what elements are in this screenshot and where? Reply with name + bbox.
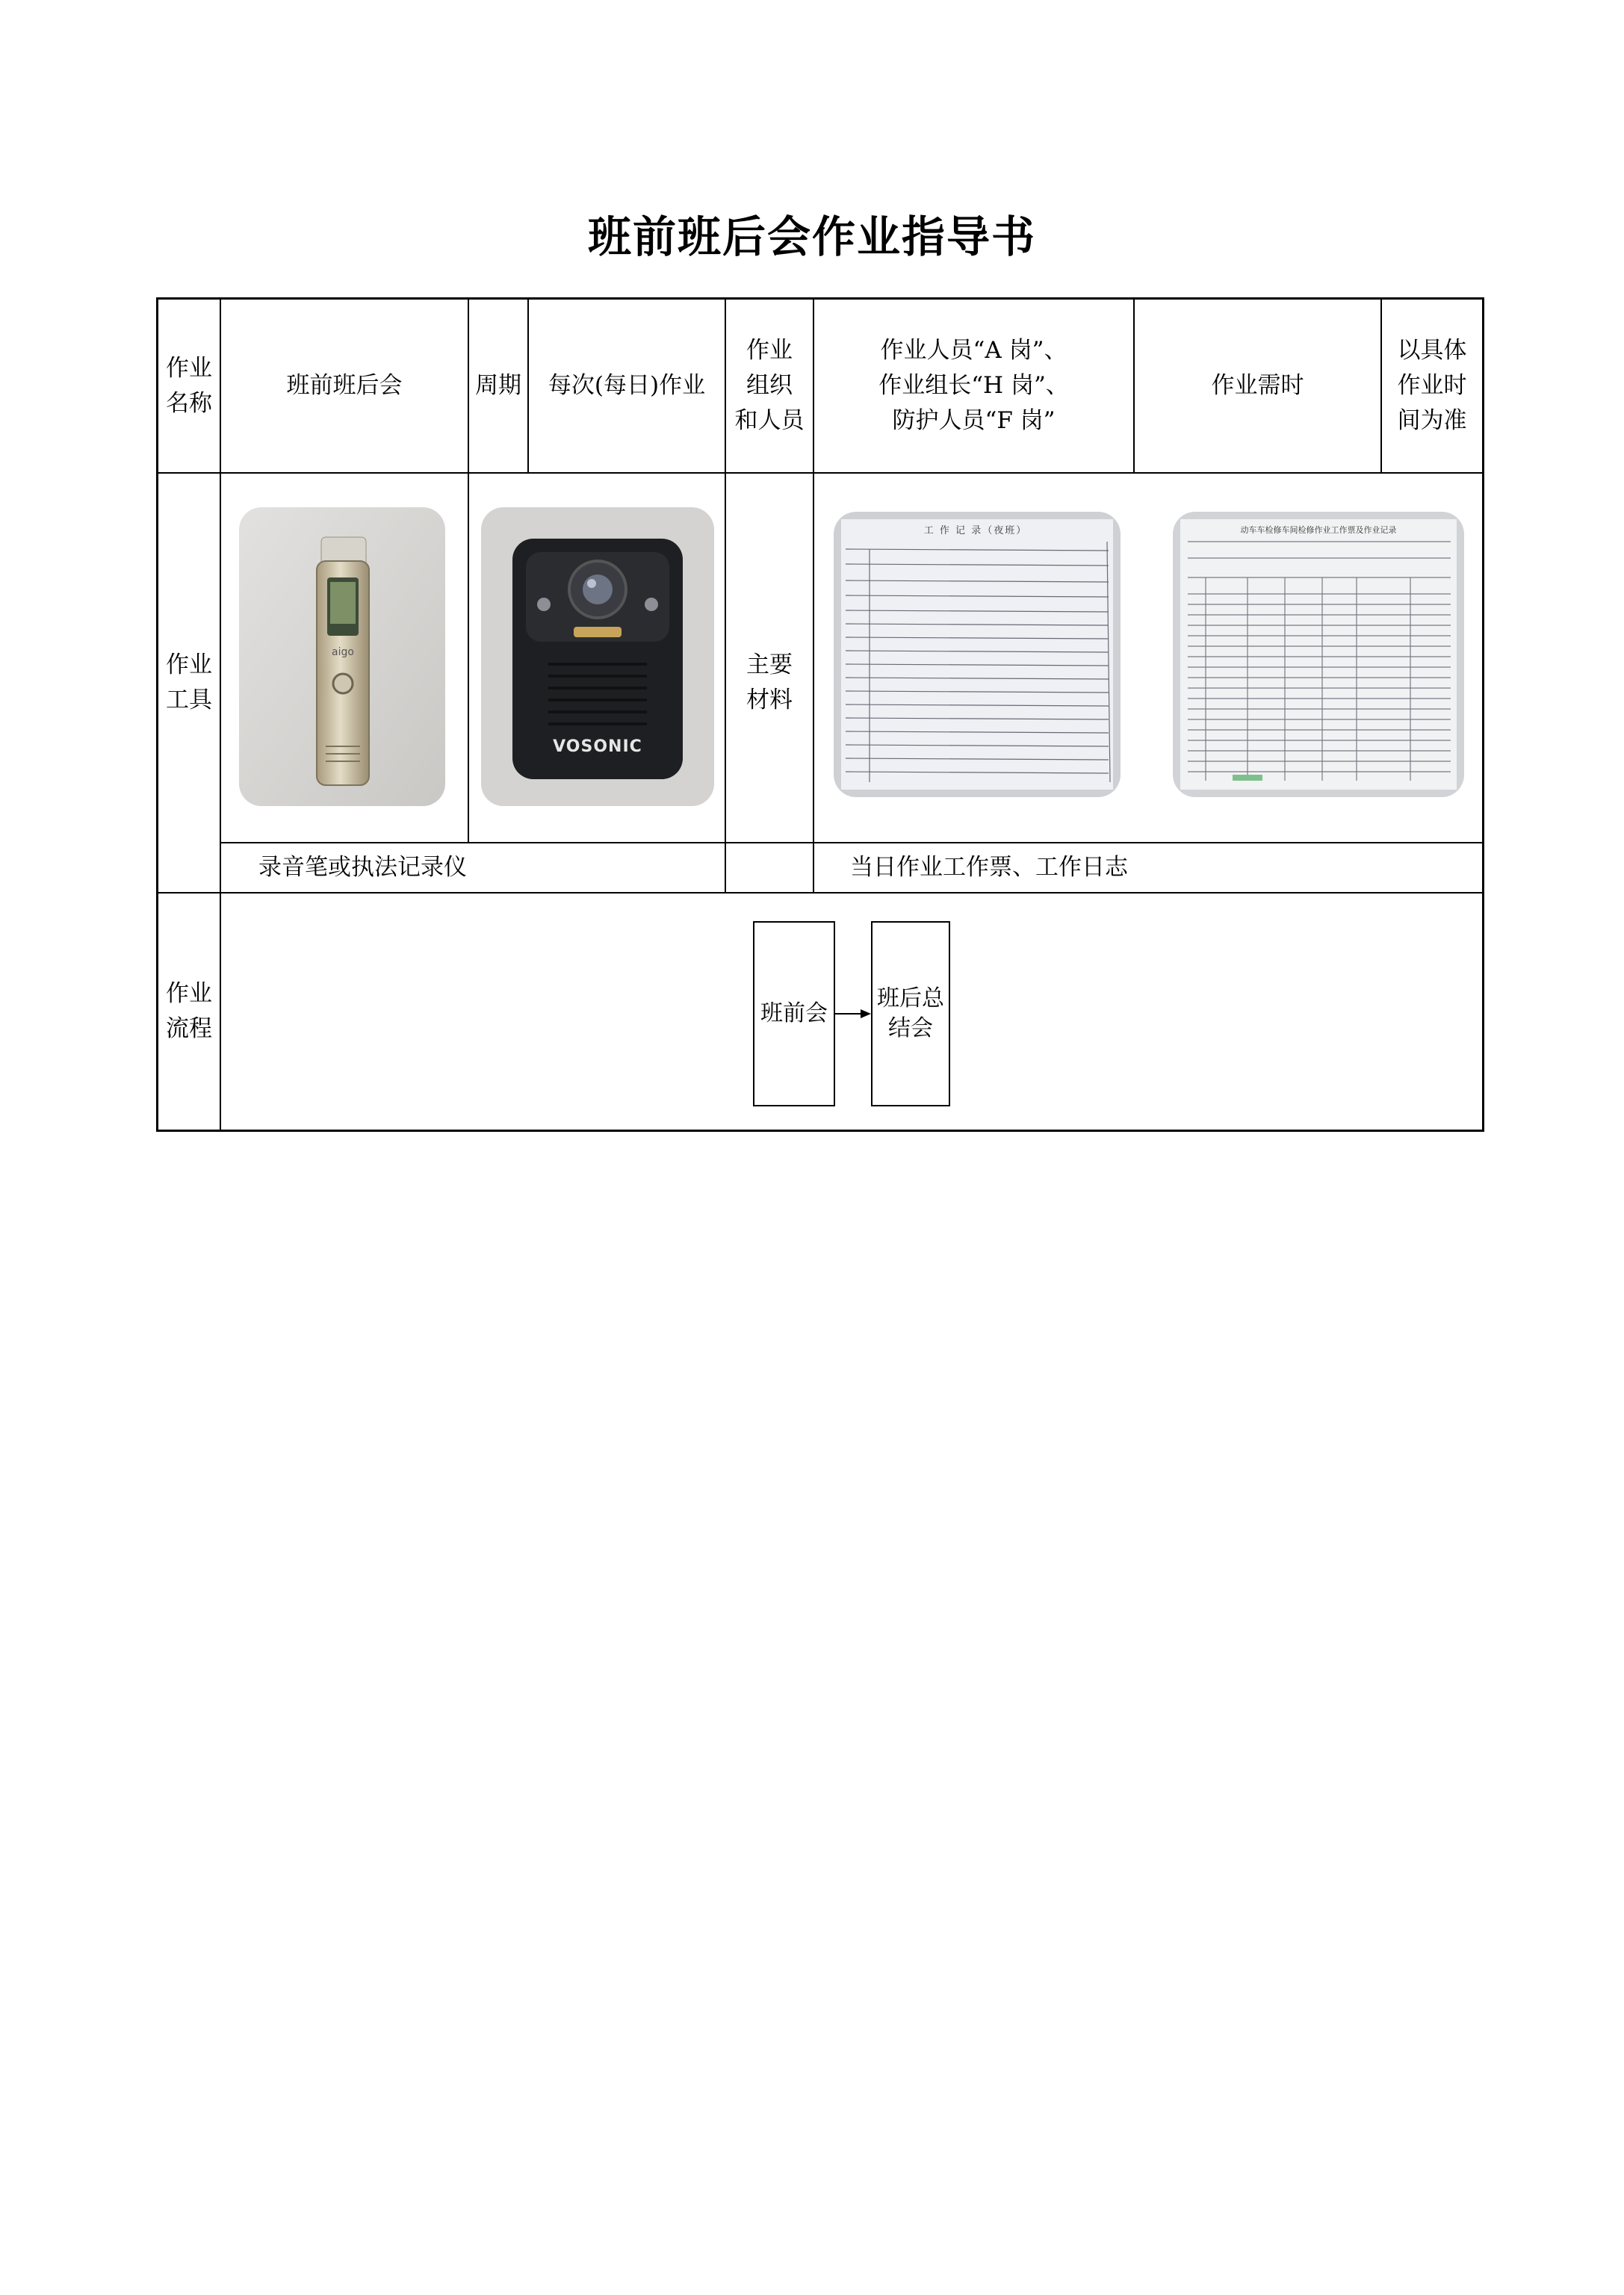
flow-label: 作业 流程 <box>166 980 212 1042</box>
voice-recorder-photo <box>239 507 445 806</box>
camera-brand-label: VOSONIC <box>553 737 642 756</box>
work-log-form-heading: 工 作 记 录（夜班） <box>923 525 1028 536</box>
arrow-right-icon <box>835 1005 871 1023</box>
materials-caption: 当日作业工作票、工作日志 <box>850 854 1128 881</box>
job-name-value: 班前班后会 <box>286 372 403 399</box>
tools-caption: 录音笔或执法记录仪 <box>258 854 467 881</box>
work-ticket-form-heading: 动车车检修车间检修作业工作票及作业记录 <box>1240 525 1397 535</box>
cycle-value: 每次(每日)作业 <box>548 372 706 399</box>
materials-label: 主要 材料 <box>746 651 793 713</box>
organization-value: 作业人员“A 岗”、 作业组长“H 岗”、 防护人员“F 岗” <box>878 337 1069 434</box>
cycle-label: 周期 <box>475 372 521 399</box>
work-log-form-photo <box>834 512 1121 797</box>
body-camera-photo <box>481 507 714 806</box>
flow-step-post-shift-summary: 班后总 结会 <box>871 921 950 1106</box>
work-ticket-form-photo <box>1173 512 1464 797</box>
organization-label: 作业 组织 和人员 <box>734 337 805 434</box>
tools-label: 作业 工具 <box>166 651 212 713</box>
flow-step-pre-shift-meeting: 班前会 <box>753 921 835 1106</box>
time-required-label: 作业需时 <box>1211 372 1304 399</box>
page-title: 班前班后会作业指导书 <box>587 211 1036 262</box>
recorder-brand-label: aigo <box>332 646 354 658</box>
instruction-table <box>156 297 1484 1132</box>
job-name-label: 作业 名称 <box>166 354 212 417</box>
time-required-value: 以具体 作业时 间为准 <box>1397 337 1467 434</box>
